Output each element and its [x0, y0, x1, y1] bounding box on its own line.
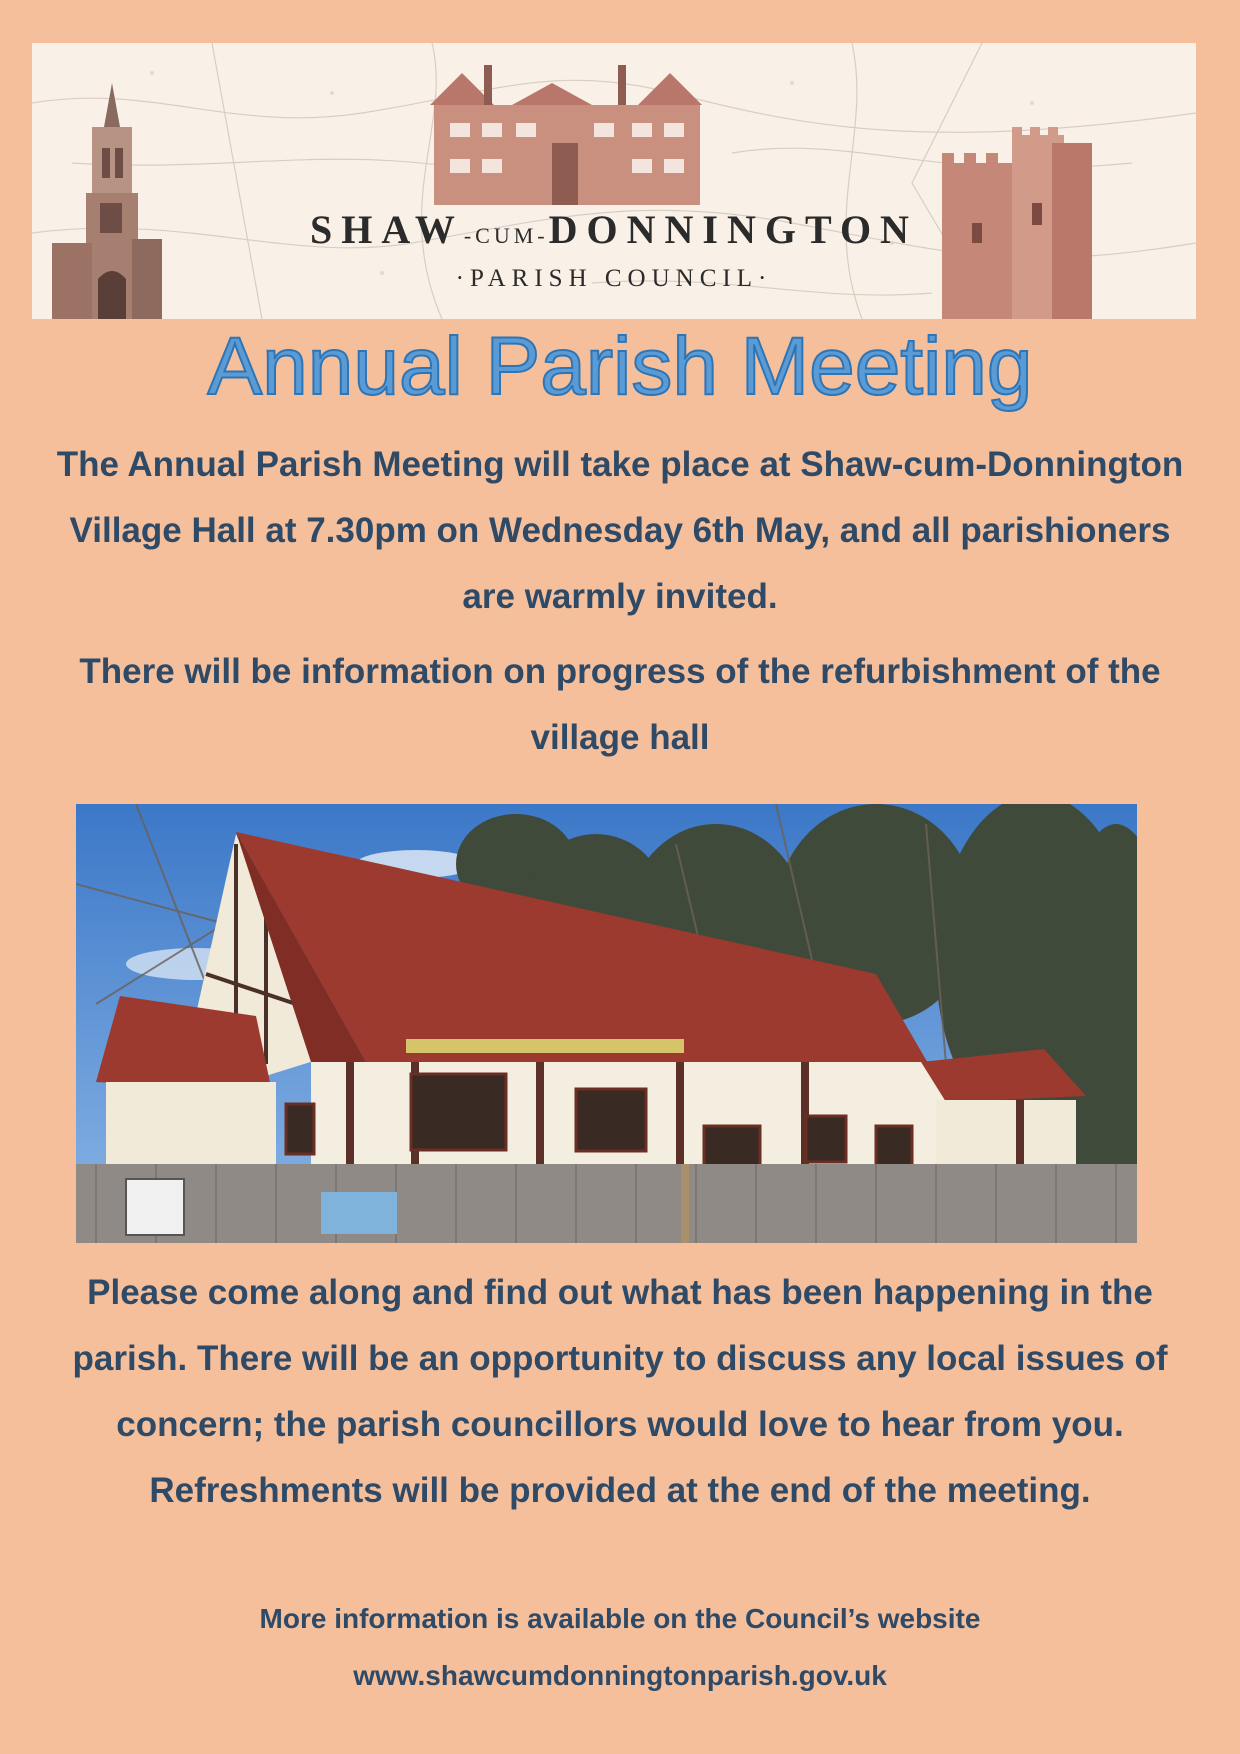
invitation-paragraph: Please come along and find out what has been happening in the parish. There will be an opportunity to discuss any local issues of concern; the parish councillors would love to hear from you. Refreshments will be provided at the end of the meeting.	[72, 1273, 1168, 1510]
website-link[interactable]: www.shawcumdonningtonparish.gov.uk	[353, 1660, 887, 1691]
council-name-shaw: SHAW	[310, 207, 464, 252]
council-subtitle: ·PARISH COUNCIL·	[455, 265, 773, 292]
village-hall-photo	[76, 804, 1137, 1243]
refurbishment-paragraph: There will be information on progress of the refurbishment of the village hall	[79, 652, 1161, 757]
more-info-text: More information is available on the Council’s website	[259, 1603, 981, 1634]
meeting-details-paragraph: The Annual Parish Meeting will take place at Shaw-cum-Donnington Village Hall at 7.30pm on Wednesday 6th May, and all parishioners are warmly invited.	[56, 445, 1184, 616]
council-name-donnington: DONNINGTON	[548, 207, 918, 252]
council-name-cum: -CUM-	[463, 223, 549, 248]
council-banner	[32, 43, 1196, 319]
council-name	[32, 206, 1196, 253]
page-title: Annual Parish Meeting	[207, 321, 1033, 412]
